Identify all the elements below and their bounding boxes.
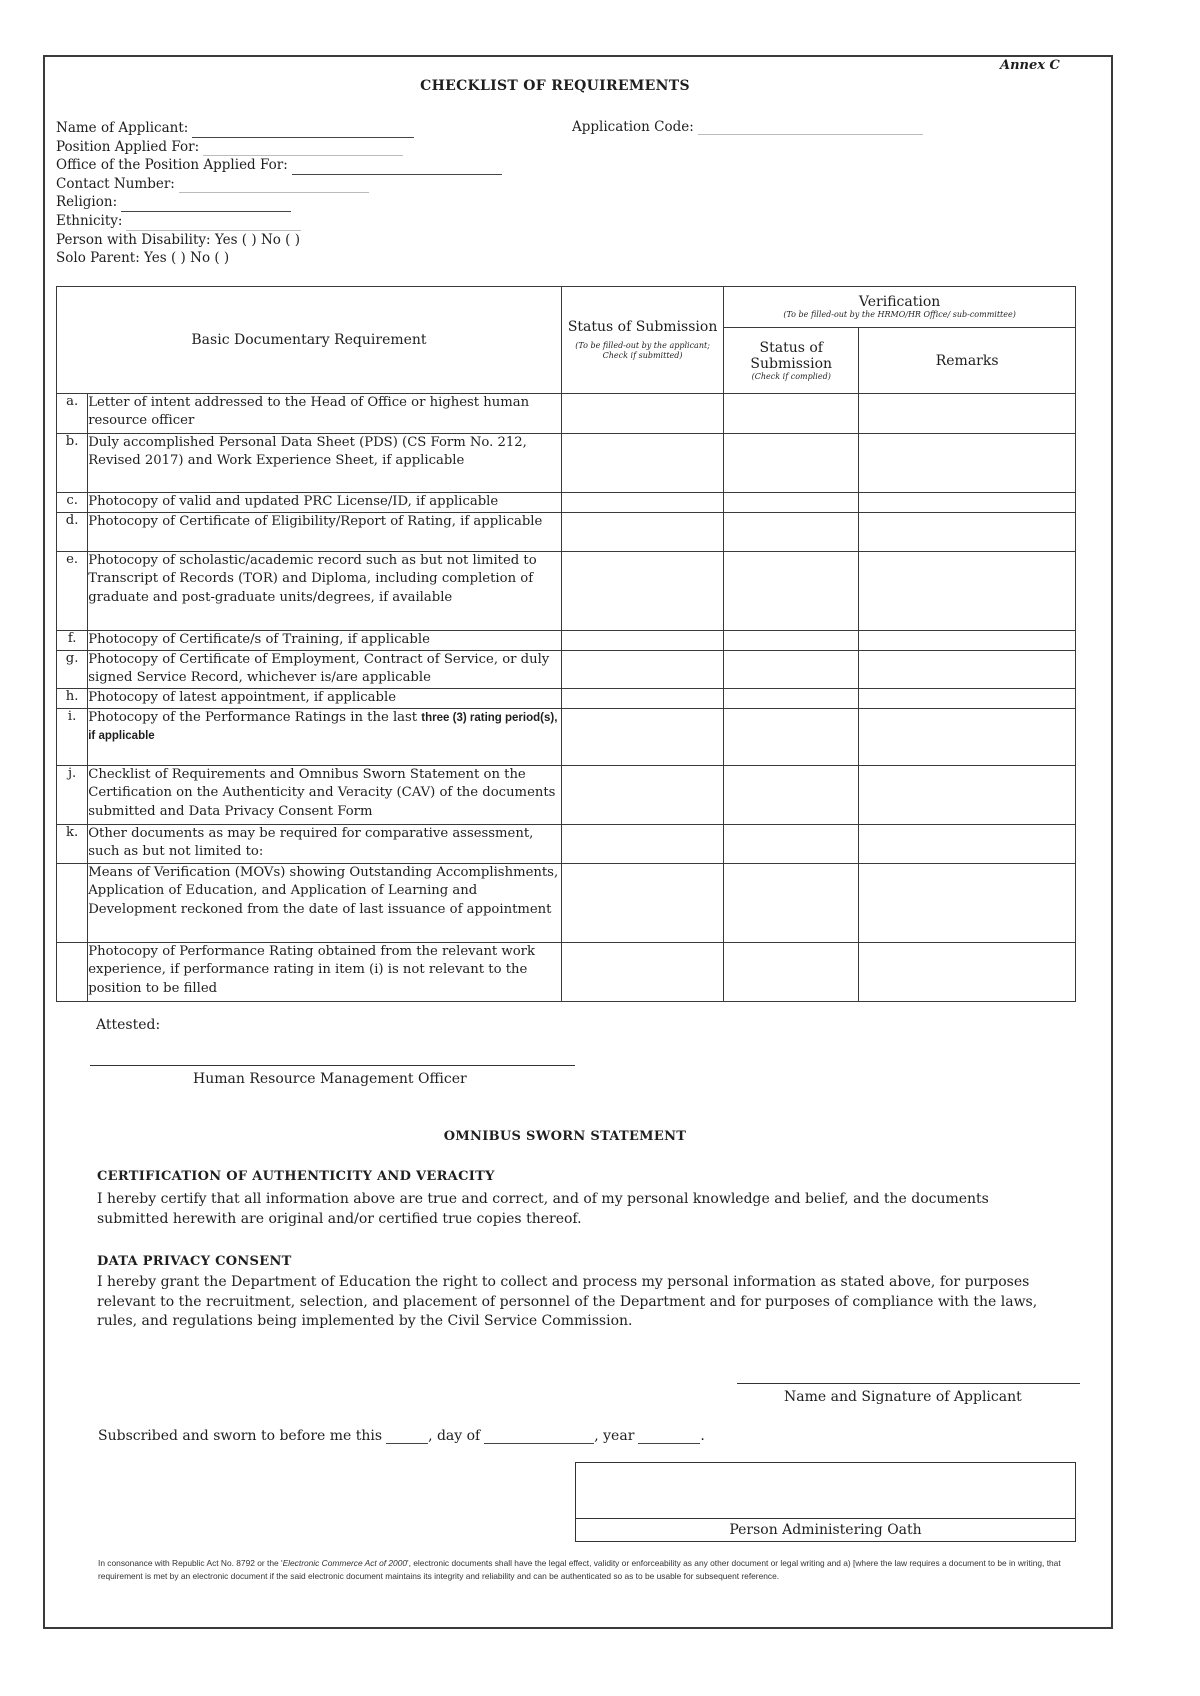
status-cell[interactable] xyxy=(561,394,723,434)
sworn-text-2: , day of xyxy=(428,1428,481,1444)
row-requirement: Photocopy of Certificate of Eligibility/Report of Rating, if applicable xyxy=(88,513,562,552)
solo-parent-row xyxy=(56,249,502,268)
certification-heading: CERTIFICATION OF AUTHENTICITY AND VERACITY xyxy=(97,1169,495,1184)
verification-status-cell[interactable] xyxy=(724,943,859,1002)
table-row xyxy=(57,493,1076,513)
footnote-text-2: ', electronic documents shall have the legal effect, validity or enforceability as any other document or legal writing and a) [where the law requires a document to be in writing, that requirement is met by an electronic document if the said electronic document maintains its integrity and reliability and can be authenticated so as to be usable for subsequent reference. xyxy=(98,1558,1061,1581)
row-letter: h. xyxy=(57,689,88,709)
status-cell[interactable] xyxy=(561,513,723,552)
office-of-position-label: Office of the Position Applied For: xyxy=(56,157,288,174)
table-row xyxy=(57,689,1076,709)
status-cell[interactable] xyxy=(561,943,723,1002)
row-letter: f. xyxy=(57,631,88,651)
row-letter: i. xyxy=(57,709,88,766)
row-letter: k. xyxy=(57,825,88,864)
remarks-cell[interactable] xyxy=(859,689,1076,709)
remarks-cell[interactable] xyxy=(859,709,1076,766)
status-cell[interactable] xyxy=(561,864,723,943)
name-of-applicant-label: Name of Applicant: xyxy=(56,120,189,136)
footnote-text-1: In consonance with Republic Act No. 8792 or the ' xyxy=(98,1558,283,1568)
row-letter: d. xyxy=(57,513,88,552)
table-row xyxy=(57,631,1076,651)
verification-status-cell[interactable] xyxy=(724,394,859,434)
row-requirement-small-text: three (3) rating period(s), if applicable xyxy=(88,712,558,743)
remarks-cell[interactable] xyxy=(859,651,1076,689)
table-row xyxy=(57,825,1076,864)
row-requirement: Photocopy of Certificate of Employment, Contract of Service, or duly signed Service Record, whichever is/are applicable xyxy=(88,651,562,689)
sworn-year-field[interactable] xyxy=(638,1430,700,1444)
table-row xyxy=(57,434,1076,493)
row-requirement: Photocopy of Performance Rating obtained from the relevant work experience, if performance rating in item (i) is not relevant to the position to be filled xyxy=(88,943,562,1002)
verification-status-cell[interactable] xyxy=(724,631,859,651)
document-title: CHECKLIST OF REQUIREMENTS xyxy=(420,78,690,94)
data-privacy-heading: DATA PRIVACY CONSENT xyxy=(97,1254,292,1269)
table-row xyxy=(57,864,1076,943)
header-verification-status: Status of Submission (Check if complied) xyxy=(724,328,859,394)
position-applied-field[interactable] xyxy=(203,142,403,156)
status-cell[interactable] xyxy=(561,552,723,631)
verification-status-cell[interactable] xyxy=(724,651,859,689)
ethnicity-label: Ethnicity: xyxy=(56,212,123,229)
name-of-applicant-field[interactable] xyxy=(192,124,414,138)
row-requirement: Letter of intent addressed to the Head of Office or highest human resource officer xyxy=(88,394,562,434)
position-applied-row xyxy=(56,138,502,157)
sworn-text-3: , year xyxy=(594,1428,635,1444)
row-requirement: Photocopy of the Performance Ratings in the last three (3) rating period(s), if applicable xyxy=(88,709,562,766)
hrmo-label: Human Resource Management Officer xyxy=(193,1071,467,1087)
oath-label: Person Administering Oath xyxy=(576,1518,1075,1541)
status-cell[interactable] xyxy=(561,766,723,825)
name-of-applicant-row xyxy=(56,119,502,138)
contact-number-field[interactable] xyxy=(179,179,369,193)
table-row xyxy=(57,651,1076,689)
remarks-cell[interactable] xyxy=(859,394,1076,434)
remarks-cell[interactable] xyxy=(859,513,1076,552)
applicant-info xyxy=(56,119,502,268)
row-letter: c. xyxy=(57,493,88,513)
application-code-label: Application Code: xyxy=(572,119,694,135)
status-cell[interactable] xyxy=(561,493,723,513)
table-row xyxy=(57,394,1076,434)
remarks-cell[interactable] xyxy=(859,434,1076,493)
verification-status-cell[interactable] xyxy=(724,513,859,552)
footnote-act-name: Electronic Commerce Act of 2000 xyxy=(282,1558,408,1568)
religion-field[interactable] xyxy=(121,198,291,212)
religion-label: Religion: xyxy=(56,194,118,211)
status-cell[interactable] xyxy=(561,709,723,766)
solo-parent-no-checkbox[interactable]: No ( ) xyxy=(190,250,230,267)
solo-parent-yes-checkbox[interactable]: Yes ( ) xyxy=(144,250,186,267)
sworn-day-field[interactable] xyxy=(386,1430,428,1444)
row-letter: a. xyxy=(57,394,88,434)
row-requirement: Means of Verification (MOVs) showing Outstanding Accomplishments, Application of Education, and Application of Learning and Development reckoned from the date of last issuance of appointment xyxy=(88,864,562,943)
row-requirement: Other documents as may be required for comparative assessment, such as but not limited to: xyxy=(88,825,562,864)
footnote xyxy=(98,1557,1078,1582)
row-requirement: Photocopy of latest appointment, if applicable xyxy=(88,689,562,709)
sworn-text-1: Subscribed and sworn to before me this xyxy=(98,1428,383,1444)
pwd-yes-checkbox[interactable]: Yes ( ) xyxy=(214,231,257,248)
pwd-no-checkbox[interactable]: No ( ) xyxy=(260,231,300,248)
sworn-statement-line xyxy=(98,1428,705,1444)
table-row xyxy=(57,513,1076,552)
row-letter: j. xyxy=(57,766,88,825)
status-cell[interactable] xyxy=(561,631,723,651)
annex-label: Annex C xyxy=(1000,58,1060,73)
office-of-position-field[interactable] xyxy=(292,161,502,175)
certification-text: I hereby certify that all information above are true and correct, and of my personal knowledge and belief, and the documents submitted herewith are original and/or certified true copies thereof. xyxy=(97,1191,989,1227)
sworn-text-4: . xyxy=(700,1428,705,1444)
data-privacy-text: I hereby grant the Department of Education the right to collect and process my personal information as stated above, for purposes relevant to the recruitment, selection, and placement of personnel of the Department and for purposes of compliance with the laws, rules, and regulations being implemented by the Civil Service Commission. xyxy=(97,1274,1038,1329)
applicant-signature-label: Name and Signature of Applicant xyxy=(784,1389,1022,1405)
verification-status-cell[interactable] xyxy=(724,864,859,943)
table-row xyxy=(57,943,1076,1002)
row-letter xyxy=(57,943,88,1002)
table-row xyxy=(57,709,1076,766)
table-row xyxy=(57,766,1076,825)
status-cell[interactable] xyxy=(561,651,723,689)
row-requirement: Photocopy of Certificate/s of Training, if applicable xyxy=(88,631,562,651)
row-requirement: Photocopy of valid and updated PRC License/ID, if applicable xyxy=(88,493,562,513)
pwd-label: Person with Disability: xyxy=(56,231,211,248)
omnibus-title: OMNIBUS SWORN STATEMENT xyxy=(443,1129,687,1144)
row-letter: b. xyxy=(57,434,88,493)
remarks-cell[interactable] xyxy=(859,631,1076,651)
status-cell[interactable] xyxy=(561,689,723,709)
requirements-table xyxy=(56,286,1076,1002)
solo-parent-label: Solo Parent: xyxy=(56,250,140,267)
remarks-cell[interactable] xyxy=(859,943,1076,1002)
sworn-month-field[interactable] xyxy=(484,1430,594,1444)
attested-label: Attested: xyxy=(96,1017,161,1033)
verification-status-cell[interactable] xyxy=(724,825,859,864)
row-requirement: Duly accomplished Personal Data Sheet (PDS) (CS Form No. 212, Revised 2017) and Work Experience Sheet, if applicable xyxy=(88,434,562,493)
remarks-cell[interactable] xyxy=(859,825,1076,864)
remarks-cell[interactable] xyxy=(859,766,1076,825)
table-row xyxy=(57,552,1076,631)
hrmo-signature-line[interactable] xyxy=(90,1065,575,1066)
header-status-of-submission: Status of Submission (To be filled-out by the applicant; Check if submitted) xyxy=(561,287,723,394)
remarks-cell[interactable] xyxy=(859,493,1076,513)
verification-status-cell[interactable] xyxy=(724,552,859,631)
remarks-cell[interactable] xyxy=(859,864,1076,943)
status-cell[interactable] xyxy=(561,434,723,493)
applicant-signature-line[interactable] xyxy=(737,1383,1080,1384)
contact-number-row xyxy=(56,175,502,194)
religion-row xyxy=(56,193,502,212)
contact-number-label: Contact Number: xyxy=(56,175,175,192)
row-letter xyxy=(57,864,88,943)
row-letter: g. xyxy=(57,651,88,689)
verification-status-cell[interactable] xyxy=(724,434,859,493)
oath-signature-box[interactable] xyxy=(575,1462,1076,1542)
pwd-row xyxy=(56,231,502,250)
verification-status-cell[interactable] xyxy=(724,709,859,766)
status-cell[interactable] xyxy=(561,825,723,864)
row-letter: e. xyxy=(57,552,88,631)
remarks-cell[interactable] xyxy=(859,552,1076,631)
verification-status-cell[interactable] xyxy=(724,493,859,513)
ethnicity-row xyxy=(56,212,502,231)
row-requirement: Checklist of Requirements and Omnibus Sworn Statement on the Certification on the Authenticity and Veracity (CAV) of the documents submitted and Data Privacy Consent Form xyxy=(88,766,562,825)
row-requirement: Photocopy of scholastic/academic record such as but not limited to Transcript of Records (TOR) and Diploma, including completion of graduate and post-graduate units/degrees, if available xyxy=(88,552,562,631)
header-requirement: Basic Documentary Requirement xyxy=(57,287,562,394)
position-applied-label: Position Applied For: xyxy=(56,138,200,155)
header-remarks: Remarks xyxy=(859,328,1076,394)
verification-status-cell[interactable] xyxy=(724,689,859,709)
application-code-field[interactable] xyxy=(698,121,923,135)
verification-status-cell[interactable] xyxy=(724,766,859,825)
office-of-position-row xyxy=(56,156,502,175)
ethnicity-field[interactable] xyxy=(126,217,301,231)
header-verification: Verification (To be filled-out by the HRMO/HR Office/ sub-committee) xyxy=(724,287,1076,328)
application-code-row xyxy=(572,119,923,135)
